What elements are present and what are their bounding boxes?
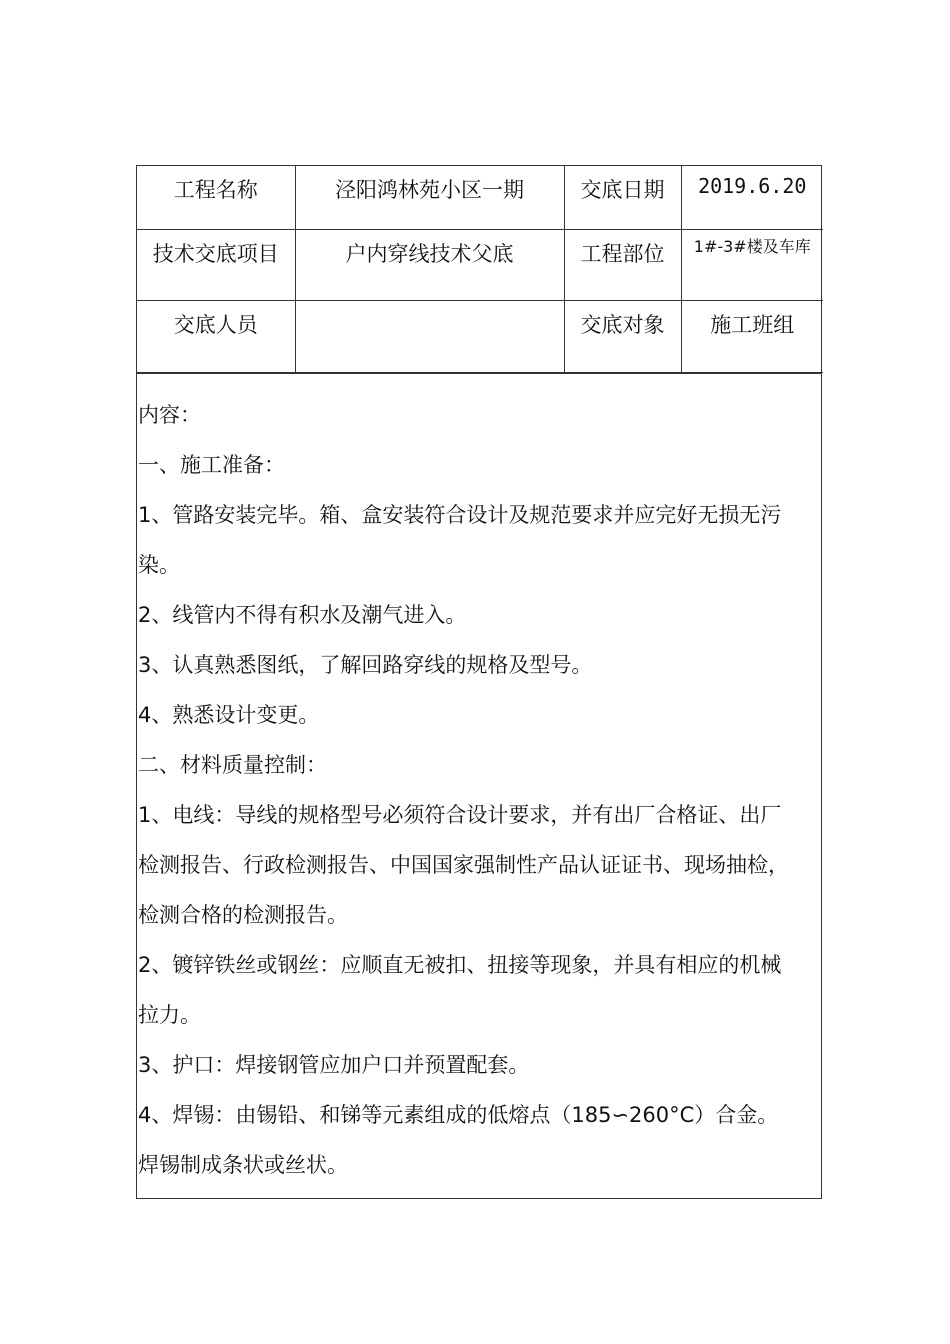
- content-section: [137, 373, 821, 1198]
- content-line: 4、熟悉设计变更。: [138, 702, 320, 727]
- disclosure-date-value: 2019.6.20: [681, 166, 823, 229]
- content-line: 一、施工准备：: [138, 452, 285, 477]
- header-row-personnel: [137, 300, 823, 372]
- content-line: 1、管路安装完毕。箱、盒安装符合设计及规范要求并应完好无损无污: [138, 502, 782, 527]
- project-name-label: 工程名称: [137, 166, 295, 229]
- project-location-value: 1#-3#楼及车库: [681, 229, 823, 300]
- disclosure-target-value: 施工班组: [681, 300, 823, 372]
- content-line: 1、电线：导线的规格型号必须符合设计要求，并有出厂合格证、出厂: [138, 802, 782, 827]
- content-line: 检测合格的检测报告。: [138, 902, 348, 927]
- content-line: 拉力。: [138, 1002, 201, 1027]
- content-line: 2、线管内不得有积水及潮气进入。: [138, 602, 467, 627]
- disclosure-target-label: 交底对象: [564, 300, 681, 372]
- content-line: 4、焊锡：由锡铅、和锑等元素组成的低熔点（185∽260°C）合金。: [138, 1102, 779, 1127]
- content-line: 二、材料质量控制：: [138, 752, 327, 777]
- content-line: 2、镀锌铁丝或钢丝：应顺直无被扣、扭接等现象，并具有相应的机械: [138, 952, 782, 977]
- header-row-item: [137, 229, 823, 300]
- content-line: 3、认真熟悉图纸，了解回路穿线的规格及型号。: [138, 652, 593, 677]
- disclosure-personnel-value: [295, 300, 564, 372]
- content-line: 3、护口：焊接钢管应加户口并预置配套。: [138, 1052, 530, 1077]
- header-row-project: [137, 166, 823, 229]
- disclosure-item-value: 户内穿线技术父底: [295, 229, 564, 300]
- disclosure-form: [136, 165, 822, 1199]
- disclosure-personnel-label: 交底人员: [137, 300, 295, 372]
- disclosure-item-label: 技术交底项目: [137, 229, 295, 300]
- content-line: 检测报告、行政检测报告、中国国家强制性产品认证证书、现场抽检，: [138, 852, 789, 877]
- project-name-value: 泾阳鸿林苑小区一期: [295, 166, 564, 229]
- content-line: 内容：: [138, 402, 201, 427]
- disclosure-date-label: 交底日期: [564, 166, 681, 229]
- content-line: 焊锡制成条状或丝状。: [138, 1152, 348, 1177]
- content-line: 染。: [138, 552, 180, 577]
- project-location-label: 工程部位: [564, 229, 681, 300]
- header-table: [137, 166, 823, 373]
